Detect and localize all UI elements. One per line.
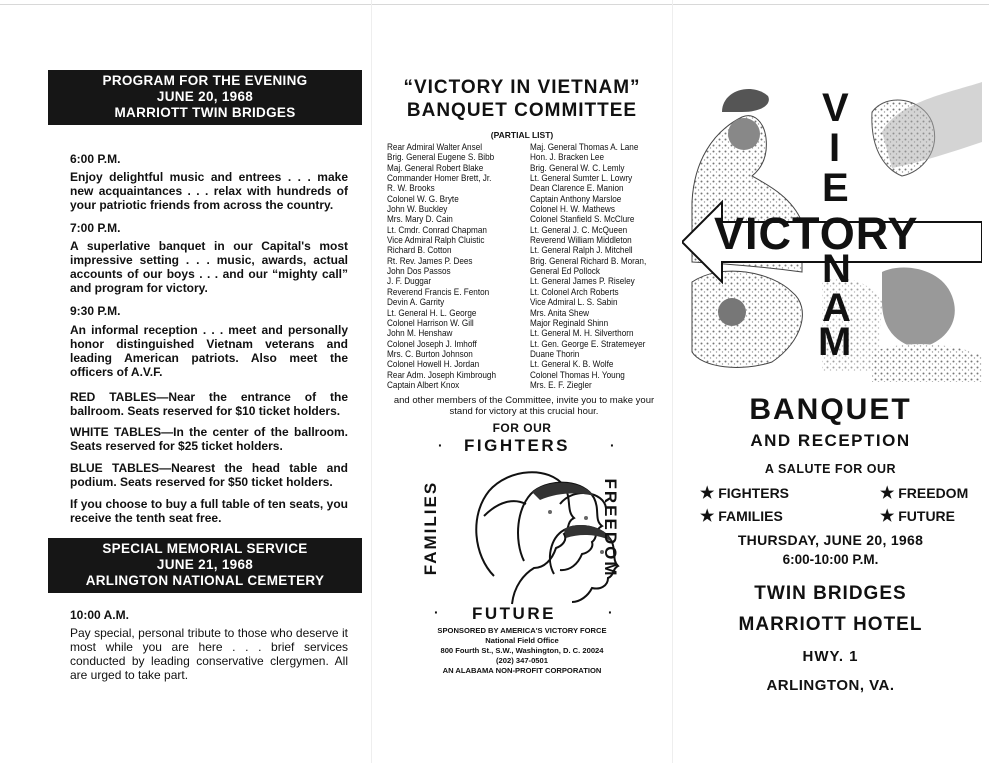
committee-member: Colonel H. W. Mathews <box>530 204 615 216</box>
committee-member: Colonel Howell H. Jordan <box>387 359 480 371</box>
committee-member: Maj. General Thomas A. Lane <box>530 142 639 153</box>
star-item-freedom-label: FREEDOM <box>898 485 969 501</box>
program-banner-line-2: JUNE 20, 1968 <box>156 89 254 104</box>
committee-names-right <box>530 143 665 391</box>
bullet-dot: · <box>610 437 615 453</box>
red-tables: RED TABLES—Near the entrance of the ballroom. Seats reserved for $10 ticket holders. <box>70 390 348 418</box>
committee-member: Colonel W. G. Bryte <box>387 193 459 205</box>
city: ARLINGTON, VA. <box>766 677 895 694</box>
time-930pm: 9:30 P.M. <box>70 304 121 318</box>
bullet-dot: · <box>608 604 613 620</box>
star-item-future <box>880 506 955 526</box>
and-reception-heading: AND RECEPTION <box>750 431 911 450</box>
committee-member: Reverend Francis E. Fenton <box>387 286 490 298</box>
committee-member: Richard B. Cotton <box>387 245 452 257</box>
sponsor-block <box>372 626 672 676</box>
memorial-banner-line-1: SPECIAL MEMORIAL SERVICE <box>102 541 308 556</box>
committee-member: Hon. J. Bracken Lee <box>530 152 605 164</box>
time-6pm: 6:00 P.M. <box>70 152 121 166</box>
highway: HWY. 1 <box>802 648 859 665</box>
star-icon: ★ <box>880 508 895 525</box>
program-text-1: Enjoy delightful music and entrees . . . make new acquaintances . . . relax with hundreds of your patriotic friends from across the country. <box>70 170 348 212</box>
committee-member: Vice Admiral L. S. Sabin <box>530 297 618 309</box>
committee-member: Mrs. E. F. Ziegler <box>530 379 592 391</box>
committee-member: General Ed Pollock <box>530 266 600 278</box>
vietnam-letter-a: A <box>822 286 851 330</box>
committee-member: J. F. Duggar <box>387 276 432 288</box>
bullet-dot: · <box>434 604 439 620</box>
committee-member: Lt. General Ralph J. Mitchell <box>530 245 633 257</box>
committee-member: Lt. Cmdr. Conrad Chapman <box>387 224 487 236</box>
program-banner-line-3: MARRIOTT TWIN BRIDGES <box>114 105 296 120</box>
committee-names-left <box>387 143 514 391</box>
committee-member: Colonel Joseph J. Imhoff <box>387 338 477 350</box>
star-item-freedom <box>880 483 968 503</box>
committee-member: Lt. Gen. George E. Stratemeyer <box>530 338 646 350</box>
freedom-vertical <box>599 473 619 583</box>
middle-panel <box>372 0 672 763</box>
partial-list-label: (PARTIAL LIST) <box>490 130 554 140</box>
committee-member: John Dos Passos <box>387 266 451 278</box>
right-panel <box>672 0 989 763</box>
committee-member: Lt. General M. H. Silverthorn <box>530 328 634 340</box>
venue-line-2: MARRIOTT HOTEL <box>738 614 923 635</box>
committee-member: Major Reginald Shinn <box>530 317 609 329</box>
for-our-label: FOR OUR <box>492 421 552 435</box>
sponsor-line-2: National Field Office <box>485 636 559 645</box>
committee-closing: and other members of the Committee, invite you to make your stand for victory at this crucial hour. <box>393 395 655 417</box>
committee-member: Captain Anthony Marsloe <box>530 193 622 205</box>
committee-member: Rear Admiral Walter Ansel <box>387 142 483 153</box>
committee-member: Lt. Colonel Arch Roberts <box>530 286 619 298</box>
event-date: THURSDAY, JUNE 20, 1968 <box>737 532 924 548</box>
vietnam-letter-v: V <box>822 86 849 130</box>
star-item-fighters <box>700 483 789 503</box>
committee-member: Mrs. Anita Shew <box>530 307 590 319</box>
committee-member: Colonel Stanfield S. McClure <box>530 214 635 226</box>
committee-member: Lt. General J. C. McQueen <box>530 224 628 236</box>
memorial-banner <box>48 538 362 593</box>
vietnam-letter-n: N <box>822 247 851 291</box>
committee-member: Captain Albert Knox <box>387 379 460 391</box>
time-7pm: 7:00 P.M. <box>70 221 121 235</box>
committee-member: Duane Thorin <box>530 348 580 360</box>
committee-title-1: “VICTORY IN VIETNAM” <box>403 77 641 98</box>
time-10am: 10:00 A.M. <box>70 608 129 622</box>
fighters-label: FIGHTERS <box>464 436 570 455</box>
star-icon: ★ <box>880 485 895 502</box>
committee-member: John W. Buckley <box>387 204 448 216</box>
bullet-dot: · <box>438 437 443 453</box>
future-label: FUTURE <box>472 604 556 623</box>
committee-member: Lt. General James P. Riseley <box>530 276 635 288</box>
memorial-text: Pay special, personal tribute to those who deserve it most while you are here . . . brief services conducted by leading conservative clergymen. All are urged to take part. <box>70 626 348 682</box>
white-tables: WHITE TABLES—In the center of the ballroom. Seats reserved for $25 ticket holders. <box>70 425 348 453</box>
committee-member: Brig. General Richard B. Moran, <box>530 255 647 267</box>
committee-member: Rt. Rev. James P. Dees <box>387 255 473 267</box>
star-item-fighters-label: FIGHTERS <box>718 485 790 501</box>
committee-member: Dean Clarence E. Manion <box>530 183 624 195</box>
full-table-offer: If you choose to buy a full table of ten seats, you receive the tenth seat free. <box>70 497 348 525</box>
committee-member: Colonel Thomas H. Young <box>530 369 625 381</box>
committee-member: John M. Henshaw <box>387 328 453 340</box>
star-item-future-label: FUTURE <box>898 508 956 524</box>
program-banner-line-1: PROGRAM FOR THE EVENING <box>102 73 308 88</box>
committee-member: Brig. General Eugene S. Bibb <box>387 152 495 164</box>
vietnam-letter-m: M <box>818 320 852 364</box>
star-icon: ★ <box>700 485 715 502</box>
committee-member: Devin A. Garrity <box>387 297 445 309</box>
star-item-families <box>700 506 783 526</box>
committee-member: Commander Homer Brett, Jr. <box>387 173 492 185</box>
committee-member: Colonel Harrison W. Gill <box>387 317 474 329</box>
committee-member: R. W. Brooks <box>387 183 435 195</box>
vietnam-letter-i: I <box>829 126 841 170</box>
families-vertical <box>422 473 442 583</box>
committee-member: Lt. General Sumter L. Lowry <box>530 173 633 185</box>
committee-member: Maj. General Robert Blake <box>387 162 484 174</box>
blue-tables: BLUE TABLES—Nearest the head table and podium. Seats reserved for $50 ticket holders. <box>70 461 348 489</box>
memorial-banner-line-3: ARLINGTON NATIONAL CEMETERY <box>85 573 325 588</box>
star-icon: ★ <box>700 508 715 525</box>
left-panel <box>0 0 372 763</box>
committee-member: Lt. General H. L. George <box>387 307 477 319</box>
sponsor-line-3: 800 Fourth St., S.W., Washington, D. C. 20024 <box>440 646 604 655</box>
program-text-3: An informal reception . . . meet and personally honor distinguished Vietnam veterans and leading American patriots. Also meet the officers of A.V.F. <box>70 323 348 379</box>
sponsor-line-1: SPONSORED BY AMERICA'S VICTORY FORCE <box>437 626 607 635</box>
salute-label: A SALUTE FOR OUR <box>764 462 897 476</box>
committee-member: Rear Adm. Joseph Kimbrough <box>387 369 496 381</box>
committee-member: Mrs. C. Burton Johnson <box>387 348 473 360</box>
committee-title-2: BANQUET COMMITTEE <box>406 100 638 121</box>
committee-member: Reverend William Middleton <box>530 235 632 247</box>
star-item-families-label: FAMILIES <box>718 508 783 524</box>
sponsor-line-4: (202) 347-0501 <box>496 656 548 665</box>
venue-line-1: TWIN BRIDGES <box>754 583 907 604</box>
committee-member: Vice Admiral Ralph Cluistic <box>387 235 485 247</box>
vietnam-letter-e: E <box>822 166 849 210</box>
committee-member: Mrs. Mary D. Cain <box>387 214 453 226</box>
sponsor-line-5: AN ALABAMA NON-PROFIT CORPORATION <box>442 666 602 675</box>
program-text-2: A superlative banquet in our Capital's most impressive setting . . . music, awards, actual accounts of our boys . . . and our “mighty call” and program for victory. <box>70 239 348 295</box>
committee-member: Lt. General K. B. Wolfe <box>530 359 614 371</box>
program-banner <box>48 70 362 125</box>
victory-word: VICTORY <box>714 208 919 259</box>
memorial-banner-line-2: JUNE 21, 1968 <box>156 557 254 572</box>
families-label: FAMILIES <box>421 480 440 576</box>
freedom-label: FREEDOM <box>601 478 620 578</box>
event-hours: 6:00-10:00 P.M. <box>782 552 879 567</box>
committee-member: Brig. General W. C. Lemly <box>530 162 625 174</box>
banquet-heading: BANQUET <box>749 393 912 426</box>
